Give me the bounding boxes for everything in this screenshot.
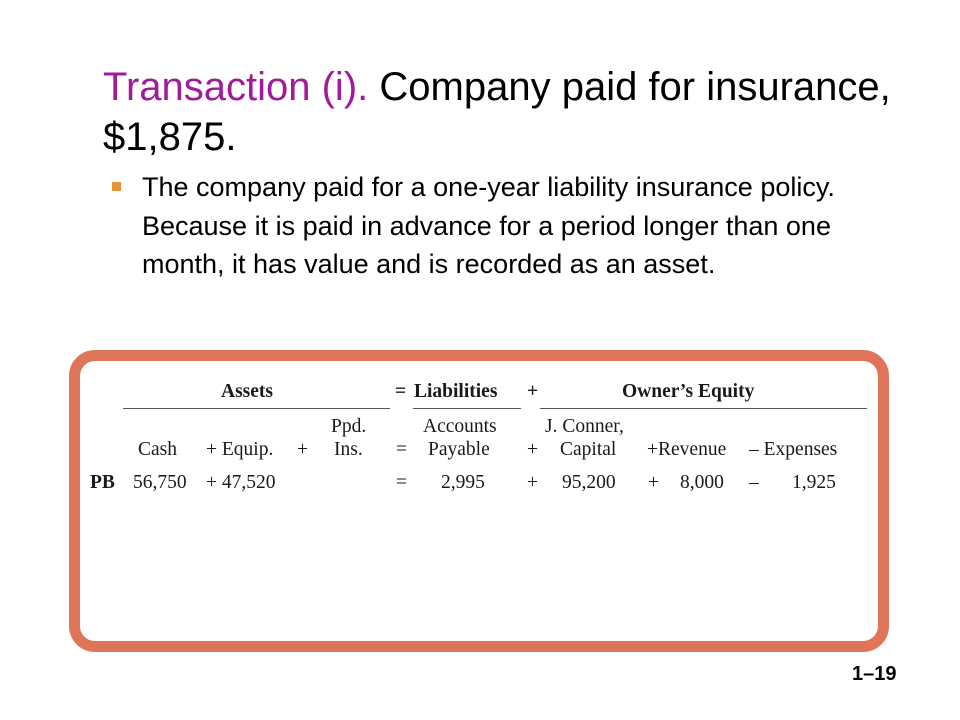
bullet-text: The company paid for a one-year liability insurance policy. Because it is paid in advance for a period longer than one month, it has value and is recorded as an asset. xyxy=(142,172,835,279)
value-plus-2: + xyxy=(648,472,659,493)
header-liabilities: Liabilities xyxy=(414,381,498,402)
subheader-expenses: – Expenses xyxy=(749,439,838,460)
header-plus: + xyxy=(527,381,539,402)
title-accent: Transaction (i). xyxy=(103,65,369,109)
slide-title xyxy=(103,62,903,162)
header-equals: = xyxy=(395,381,407,402)
subheader-plus-1: + xyxy=(297,439,308,460)
square-bullet-icon xyxy=(112,182,121,191)
value-minus: – xyxy=(749,472,759,493)
header-owners-equity: Owner’s Equity xyxy=(622,381,755,402)
value-expenses: 1,925 xyxy=(792,472,836,493)
subheader-ins: Ins. xyxy=(334,439,363,460)
subheader-revenue: +Revenue xyxy=(647,439,727,460)
value-capital: 95,200 xyxy=(562,472,616,493)
page-number: 1–19 xyxy=(852,663,897,685)
bullet-point xyxy=(108,168,868,284)
value-revenue: 8,000 xyxy=(680,472,724,493)
value-plus-1: + xyxy=(527,472,538,493)
subheader-capital: Capital xyxy=(560,439,617,460)
subheader-payable: Payable xyxy=(428,439,490,460)
value-equals: = xyxy=(396,472,407,493)
subheader-j-conner: J. Conner, xyxy=(545,416,624,437)
title-rest: Company paid for insurance, $1,875. xyxy=(103,65,891,159)
row-label-pb: PB xyxy=(90,472,115,493)
value-accounts-payable: 2,995 xyxy=(441,472,485,493)
header-assets: Assets xyxy=(221,381,273,402)
value-equip: + 47,520 xyxy=(206,472,276,493)
subheader-cash: Cash xyxy=(138,439,177,460)
subheader-ppd: Ppd. xyxy=(331,416,367,437)
subheader-accounts: Accounts xyxy=(423,416,497,437)
subheader-plus-2: + xyxy=(527,439,538,460)
subheader-equals: = xyxy=(396,439,407,460)
subheader-equip: + Equip. xyxy=(206,439,274,460)
value-cash: 56,750 xyxy=(133,472,187,493)
equation-frame xyxy=(69,350,889,652)
